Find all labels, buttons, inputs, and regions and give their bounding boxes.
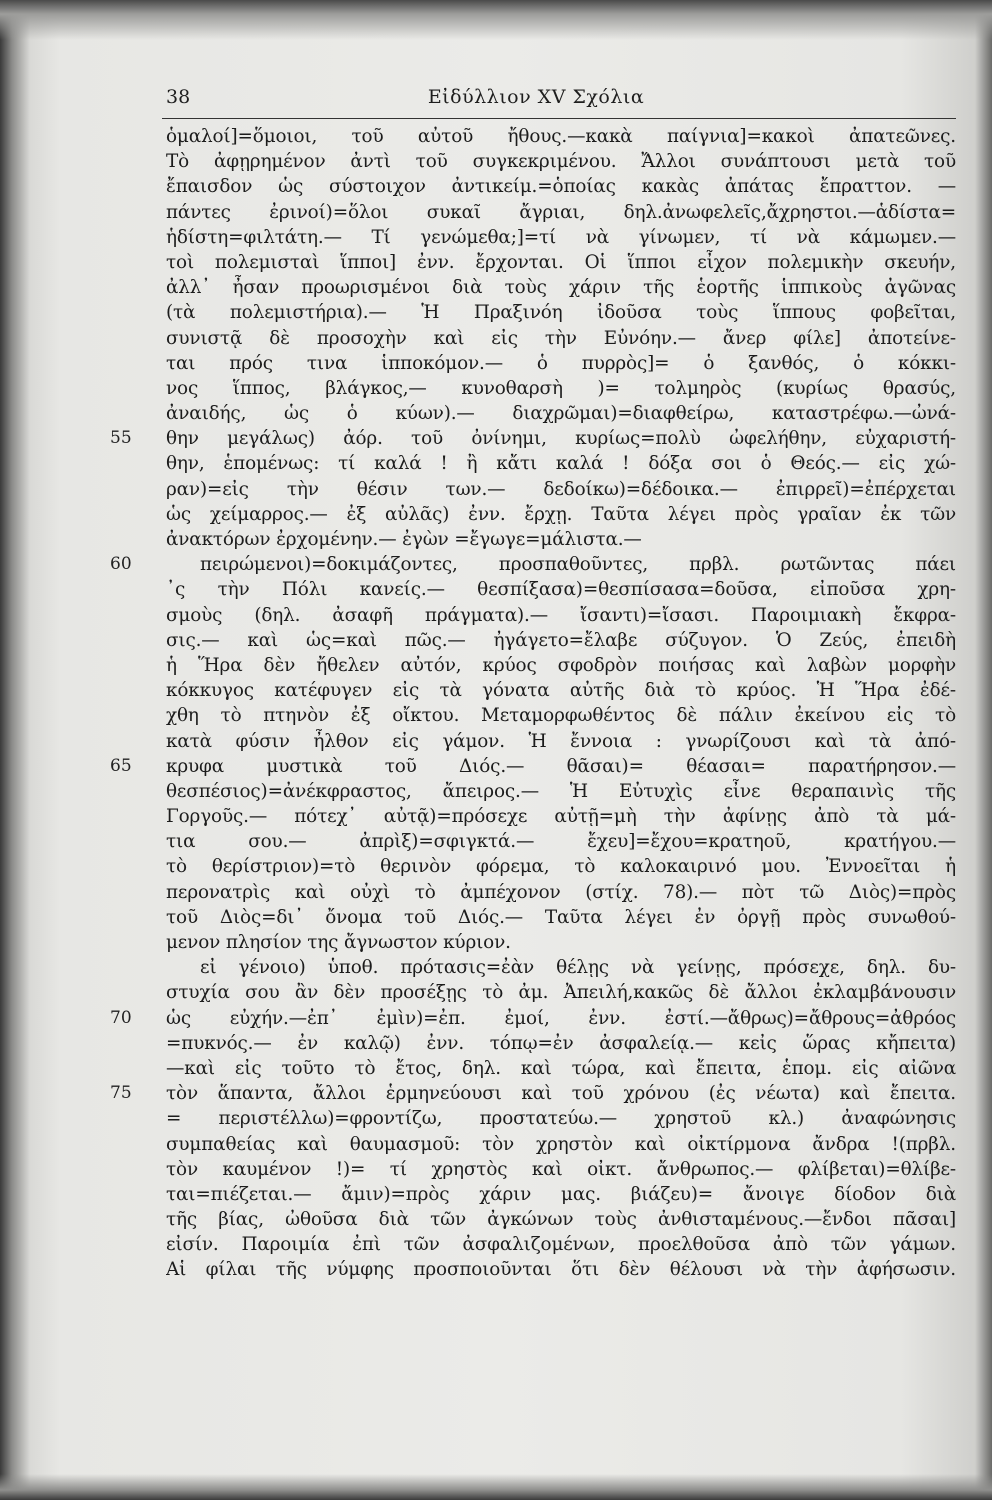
text-line [110, 401, 962, 426]
line-number: 70 [110, 1007, 132, 1028]
line-number: 60 [110, 554, 132, 575]
text-line [110, 552, 962, 577]
line-text: συμπαθείας καὶ θαυμασμοῦ: τὸν χρηστὸν καὶ οἰκτίρμονα ἄνδρα !(πρβλ. [166, 1133, 956, 1155]
text-line [110, 351, 962, 376]
line-text: κόκκυγος κατέφυγεν εἰς τὰ γόνατα αὐτῆς διὰ τὸ κρύος. Ἡ Ἥρα ἐδέ- [166, 680, 956, 702]
running-head [110, 78, 962, 112]
line-text: μενον πλησίον της ἄγνωστον κύριον. [166, 932, 511, 953]
text-line [110, 1081, 962, 1106]
line-number: 75 [110, 1083, 132, 1104]
line-text: ἡ Ἥρα δὲν ἤθελεν αὐτόν, κρύος σφοδρὸν ποιήσας καὶ λαβὼν μορφὴν [166, 654, 956, 676]
header-rule [162, 118, 956, 119]
line-text: χθη τὸ πτηνὸν ἐξ οἴκτου. Μεταμορφωθέντος δὲ πάλιν ἐκείνου εἰς τὸ [166, 705, 956, 727]
text-line [110, 653, 962, 678]
line-text: κατὰ φύσιν ἦλθον εἰς γάμον. Ἡ ἔννοια : γνωρίζουσι καὶ τὰ ἀπό- [166, 730, 956, 752]
text-line [110, 250, 962, 275]
line-text: ὁμαλοί]=ὅμοιοι, τοῦ αὐτοῦ ἤθους.—κακὰ παίγνια]=κακοὶ ἀπατεῶνες. [166, 126, 956, 147]
line-text: περονατρὶς καὶ οὐχὶ τὸ ἀμπέχονον (στίχ. 78).— πὸτ τῶ Διὸς)=πρὸς [166, 881, 956, 903]
text-line [110, 955, 962, 980]
text-line [110, 703, 962, 728]
text-line [110, 603, 962, 628]
line-text: θην, ἑπομένως: τί καλά ! ἢ κἄτι καλά ! δόξα σοι ὁ Θεός.— εἰς χώ- [166, 453, 956, 475]
text-line [110, 880, 962, 905]
line-text: σμοὺς (δηλ. ἀσαφῆ πράγματα).— ἴσαντι)=ἴσασι. Παροιμιακὴ ἔκφρα- [166, 604, 956, 626]
line-text: νος ἵππος, βλάγκος,— κυνοθαρσὴ )= τολμηρὸς (κυρίως θρασύς, [166, 377, 956, 399]
text-line [110, 451, 962, 476]
line-text: Αἱ φίλαι τῆς νύμφης προσποιοῦνται ὅτι δὲν θέλουσι νὰ τὴν ἀφήσωσιν. [166, 1259, 956, 1281]
text-line [110, 376, 962, 401]
text-line [110, 502, 962, 527]
text-line [110, 149, 962, 174]
line-text: τὸν ἅπαντα, ἄλλοι ἑρμηνεύουσι καὶ τοῦ χρόνου (ἐς νέωτα) καὶ ἔπειτα. [166, 1083, 956, 1105]
text-line [110, 729, 962, 754]
line-text: (τὰ πολεμιστήρια).— Ἡ Πραξινόη ἰδοῦσα τοὺς ἵππους φοβεῖται, [166, 302, 956, 324]
text-line [110, 1232, 962, 1257]
text-line [110, 477, 962, 502]
line-text: ἀναιδής, ὡς ὁ κύων).— διαχρῶμαι)=διαφθείρω, καταστρέφω.—ὠνά- [166, 403, 956, 425]
line-text: ἀλλ᾽ ἦσαν προωρισμένοι διὰ τοὺς χάριν τῆς ἑορτῆς ἱππικοὺς ἀγῶνας [166, 277, 956, 299]
line-text: ται πρός τινα ἱπποκόμον.— ὁ πυρρὸς]= ὁ ξανθός, ὁ κόκκι- [166, 352, 956, 374]
text-line [110, 854, 962, 879]
text-line [110, 527, 962, 552]
line-text: εἰ γένοιο) ὑποθ. πρότασις=ἐὰν θέλῃς νὰ γείνῃς, πρόσεχε, δηλ. δυ- [200, 957, 956, 979]
line-number: 65 [110, 755, 132, 776]
line-text: —καὶ εἰς τοῦτο τὸ ἔτος, δηλ. καὶ τώρα, καὶ ἔπειτα, ἑπομ. εἰς αἰῶνα [166, 1057, 956, 1079]
line-text: πάντες ἐρινοί)=ὅλοι συκαῖ ἄγριαι, δηλ.ἀνωφελεῖς,ἄχρηστοι.—ἁδίστα= [166, 201, 956, 223]
page-number: 38 [166, 86, 191, 108]
text-line [110, 1257, 962, 1282]
text-line [110, 225, 962, 250]
line-text: σις.— καὶ ὡς=καὶ πῶς.— ἠγάγετο=ἔλαβε σύζυγον. Ὁ Ζεύς, ἐπειδὴ [166, 629, 956, 651]
text-line [110, 124, 962, 149]
text-line [110, 1182, 962, 1207]
line-text: τῆς βίας, ὠθοῦσα διὰ τῶν ἀγκώνων τοὺς ἀνθισταμένους.—ἔνδοι πᾶσαι] [166, 1209, 956, 1231]
text-line [110, 200, 962, 225]
line-text: Τὸ ἀφῃρημένον ἀντὶ τοῦ συγκεκριμένου. Ἄλλοι συνάπτουσι μετὰ τοῦ [166, 151, 956, 173]
line-text: ὡς εὐχήν.—ἐπ᾽ ἐμὶν)=ἐπ. ἐμοί, ἐνν. ἐστί.—ἄθρως)=ἄθρους=ἀθρόος [166, 1007, 956, 1029]
header-title: Εἰδύλλιον XV Σχόλια [427, 86, 645, 108]
line-text: ἀνακτόρων ἐρχομένην.— ἐγὼν =ἔγωγε=μάλιστα.— [166, 529, 642, 550]
line-text: ραν)=εἰς τὴν θέσιν των.— δεδοίκω)=δέδοικα.— ἐπιρρεῖ)=ἐπέρχεται [166, 478, 956, 500]
line-text: =πυκνός.— ἐν καλῷ) ἐνν. τόπῳ=ἐν ἀσφαλείᾳ.— κεἰς ὥρας κἤπειτα) [166, 1032, 956, 1054]
line-text: στυχία σου ἂν δὲν προσέξῃς τὸ ἀμ. Ἀπειλή,κακῶς δὲ ἄλλοι ἐκλαμβάνουσιν [166, 982, 956, 1004]
text-line [110, 628, 962, 653]
text-line [110, 829, 962, 854]
text-line [110, 426, 962, 451]
text-line [110, 577, 962, 602]
scan-top-shadow [0, 0, 992, 40]
text-line [110, 930, 962, 955]
line-text: Γοργοῦς.— πότεχ᾽ αὐτᾷ)=πρόσεχε αὐτῇ=μὴ τὴν ἀφίνῃς ἀπὸ τὰ μά- [166, 806, 956, 828]
line-text: πειρώμενοι)=δοκιμάζοντες, προσπαθοῦντες, πρβλ. ρωτῶντας πάει [200, 554, 956, 576]
line-text: τὸ θερίστριον)=τὸ θερινὸν φόρεμα, τὸ καλοκαιρινό μου. Ἐννοεῖται ἡ [166, 856, 956, 878]
line-text: θην μεγάλως) ἀόρ. τοῦ ὀνίνημι, κυρίως=πολὺ ὠφελήθην, εὐχαριστή- [166, 428, 956, 450]
line-text: ἔπαισδον ὡς σύστοιχον ἀντικείμ.=ὁποίας κακὰς ἀπάτας ἔπραττον. — [166, 176, 956, 198]
book-page [110, 78, 962, 1478]
text-line [110, 275, 962, 300]
line-text: εἰσίν. Παροιμία ἐπὶ τῶν ἀσφαλιζομένων, προελθοῦσα ἀπὸ τῶν γάμων. [166, 1234, 956, 1256]
line-text: ᾽ς τὴν Πόλι κανείς.— θεσπίξασα)=θεσπίσασα=δοῦσα, εἰποῦσα χρη- [166, 579, 956, 601]
line-text: τὸν καυμένον !)= τί χρηστὸς καὶ οἰκτ. ἄνθρωπος.— φλίβεται)=θλίβε- [166, 1158, 956, 1180]
commentary-text [110, 124, 962, 1283]
text-line [110, 804, 962, 829]
line-text: ἡδίστη=φιλτάτη.— Τί γενώμεθα;]=τί νὰ γίνωμεν, τί νὰ κάμωμεν.— [166, 226, 956, 248]
line-text: τοῦ Διὸς=δι᾽ ὄνομα τοῦ Διός.— Ταῦτα λέγει ἐν ὀργῇ πρὸς συνωθού- [166, 906, 956, 928]
text-line [110, 174, 962, 199]
line-text: κρυφα μυστικὰ τοῦ Διός.— θᾶσαι)= θέασαι= παρατήρησον.— [166, 755, 956, 777]
text-line [110, 779, 962, 804]
text-line [110, 1157, 962, 1182]
text-line [110, 1056, 962, 1081]
line-text: = περιστέλλω)=φροντίζω, προστατεύω.— χρηστοῦ κλ.) ἀναφώνησις [166, 1108, 956, 1130]
text-line [110, 905, 962, 930]
line-text: τοὶ πολεμισταὶ ἵπποι] ἐνν. ἔρχονται. Οἱ ἵπποι εἶχον πολεμικὴν σκευήν, [166, 251, 956, 273]
text-line [110, 678, 962, 703]
text-line [110, 326, 962, 351]
text-line [110, 300, 962, 325]
text-line [110, 1006, 962, 1031]
line-text: συνιστᾷ δὲ προσοχὴν καὶ εἰς τὴν Εὐνόην.— ἄνερ φίλε] ἀποτείνε- [166, 327, 956, 349]
text-line [110, 1132, 962, 1157]
line-text: θεσπέσιος)=ἀνέκφραστος, ἄπειρος.— Ἡ Εὐτυχὶς εἶνε θεραπαινὶς τῆς [166, 780, 956, 802]
text-line [110, 1106, 962, 1131]
text-line [110, 754, 962, 779]
text-line [110, 1207, 962, 1232]
line-text: ται=πιέζεται.— ἄμιν)=πρὸς χάριν μας. βιάζευ)= ἄνοιγε δίοδον διὰ [166, 1183, 956, 1205]
line-text: τια σου.— ἀπρὶξ)=σφιγκτά.— ἔχευ]=ἔχου=κρατηοῦ, κρατήγου.— [166, 831, 956, 853]
line-number: 55 [110, 428, 132, 449]
text-line [110, 980, 962, 1005]
text-line [110, 1031, 962, 1056]
line-text: ὡς χείμαρρος.— ἐξ αὐλᾶς) ἐνν. ἔρχῃ. Ταῦτα λέγει πρὸς γραῖαν ἐκ τῶν [166, 503, 956, 525]
